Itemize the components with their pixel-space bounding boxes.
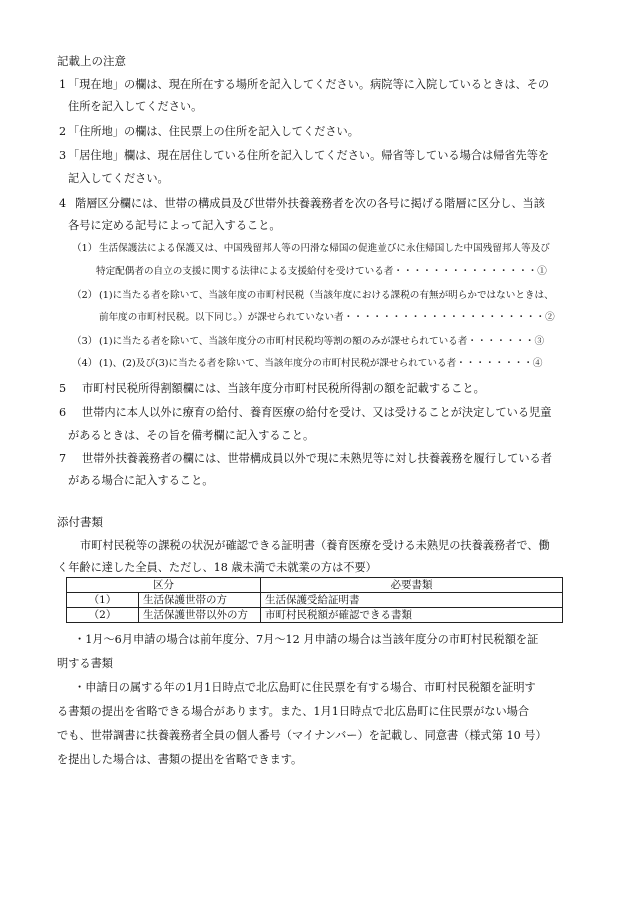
sub-item-4-number: （4） xyxy=(72,358,98,369)
attachments-intro-line-2: く年齢に達した全員、ただし、18 歳未満で未就業の方は不要） xyxy=(57,561,377,574)
bullet-2-line-3: でも、世帯調書に扶養義務者全員の個人番号（マイナンバー）を記載し、同意書（様式第 10 号） xyxy=(57,729,547,742)
note-6-line-2: があるときは、その旨を備考欄に記入すること。 xyxy=(68,429,315,442)
note-2-number: 2 xyxy=(59,125,67,138)
note-7-number: 7 xyxy=(59,452,67,465)
table-header-category: 区分 xyxy=(67,578,261,593)
table-cell-category: 生活保護世帯以外の方 xyxy=(139,608,261,623)
bullet-1-line-1: ・1月～6月申請の場合は前年度分、7月～12 月申請の場合は当該年度分の市町村民税額を証 xyxy=(74,633,539,646)
note-4-line-2: 各号に定める記号によって記入すること。 xyxy=(68,219,281,232)
notes-heading: 記載上の注意 xyxy=(57,54,126,68)
note-1-line-2: 住所を記入してください。 xyxy=(68,100,203,113)
sub-item-1-line-1: 生活保護法による保護又は、中国残留邦人等の円滑な帰国の促進並びに永住帰国した中国残留邦人等及び xyxy=(99,243,550,254)
table-cell-document: 市町村民税額が確認できる書類 xyxy=(261,608,563,623)
sub-item-2-line-1: (1)に当たる者を除いて、当該年度の市町村民税（当該年度における課税の有無が明らかではないときは、 xyxy=(99,290,554,301)
bullet-2-line-4: を提出した場合は、書類の提出を省略できます。 xyxy=(57,753,303,766)
note-4-number: 4 xyxy=(59,197,67,210)
attachments-heading: 添付書類 xyxy=(57,515,103,529)
note-3-line-1: 「居住地」欄は、現在居住している住所を記入してください。帰省等している場合は帰省先等を xyxy=(68,149,550,162)
table-cell-document: 生活保護受給証明書 xyxy=(261,593,563,608)
table-row xyxy=(67,608,563,623)
note-3-number: 3 xyxy=(59,149,67,162)
table-cell-number: （1） xyxy=(67,593,139,608)
note-5-line-1: 市町村民税所得割額欄には、当該年度分市町村民税所得割の額を記載すること。 xyxy=(82,382,485,395)
note-7-line-2: がある場合に記入すること。 xyxy=(68,474,214,487)
note-6-line-1: 世帯内に本人以外に療育の給付、養育医療の給付を受け、又は受けることが決定している児童 xyxy=(82,406,552,419)
table-header-row xyxy=(67,578,563,593)
table-row xyxy=(67,593,563,608)
note-4-line-1: 階層区分欄には、世帯の構成員及び世帯外扶養義務者を次の各号に掲げる階層に区分し、当該 xyxy=(75,197,545,210)
sub-item-2-line-2: 前年度の市町村民税。以下同じ。）が課せられていない者・・・・・・・・・・・・・・・・・・・・・② xyxy=(99,312,555,323)
note-1-line-1: 「現在地」の欄は、現在所在する場所を記入してください。病院等に入院しているときは、その xyxy=(68,78,550,91)
sub-item-2-number: （2） xyxy=(72,290,98,301)
required-documents-table xyxy=(66,577,563,623)
note-5-number: 5 xyxy=(59,382,67,395)
sub-item-3-number: （3） xyxy=(72,336,98,347)
note-2-line-1: 「住所地」の欄は、住民票上の住所を記入してください。 xyxy=(68,125,359,138)
bullet-2-line-2: る書類の提出を省略できる場合があります。また、1月1日時点で北広島町に住民票がない場合 xyxy=(57,705,530,718)
sub-item-1-number: （1） xyxy=(72,243,98,254)
note-6-number: 6 xyxy=(59,406,67,419)
sub-item-3-line-1: (1)に当たる者を除いて、当該年度分の市町村民税均等割の額のみが課せられている者・・・・・・・③ xyxy=(99,336,545,347)
note-3-line-2: 記入してください。 xyxy=(68,172,169,185)
bullet-1-line-2: 明する書類 xyxy=(57,657,113,670)
note-7-line-1: 世帯外扶養義務者の欄には、世帯構成員以外で現に未熟児等に対し扶養義務を履行している者 xyxy=(82,452,552,465)
attachments-intro-line-1: 市町村民税等の課税の状況が確認できる証明書（養育医療を受ける未熟児の扶養義務者で、働 xyxy=(80,539,550,552)
table-cell-category: 生活保護世帯の方 xyxy=(139,593,261,608)
table-cell-number: （2） xyxy=(67,608,139,623)
note-1-number: 1 xyxy=(59,78,67,91)
sub-item-4-line-1: (1)、(2)及び(3)に当たる者を除いて、当該年度分の市町村民税が課せられている者・・・・・・・・④ xyxy=(99,358,543,369)
bullet-2-line-1: ・申請日の属する年の1月1日時点で北広島町に住民票を有する場合、市町村民税額を証明す xyxy=(74,681,536,694)
table-header-document: 必要書類 xyxy=(261,578,563,593)
sub-item-1-line-2: 特定配偶者の自立の支援に関する法律による支援給付を受けている者・・・・・・・・・・・・・・・① xyxy=(96,266,547,277)
